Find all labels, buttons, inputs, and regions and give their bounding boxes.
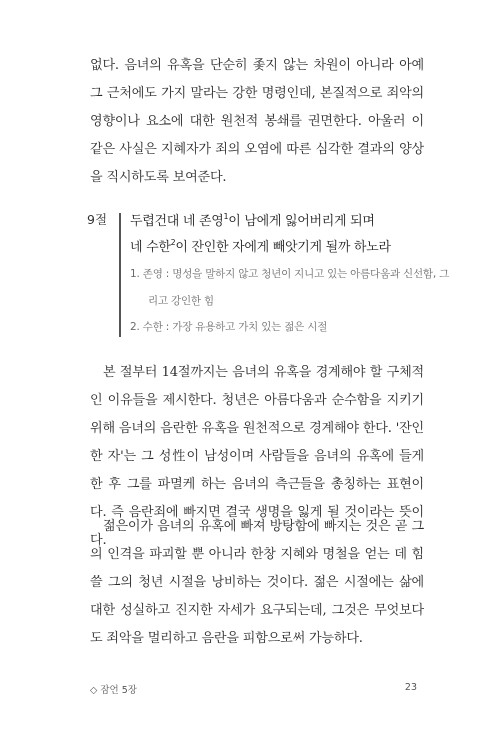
verse-line-2 [130, 236, 391, 255]
verse-line-1-text-a: 두렵건대 네 존영 [130, 214, 224, 229]
verse-line-2-text-b: 이 잔인한 자에게 빼앗기게 될까 하노라 [175, 240, 391, 255]
verse-line-1-text-b: 이 남에게 잃어버리게 되며 [228, 214, 375, 229]
running-footer-chapter: ◇ 잠언 5장 [90, 685, 137, 696]
verse-line-1 [130, 210, 375, 229]
footnote-marker-2: 2 [170, 238, 176, 247]
page-number: 23 [404, 682, 417, 693]
footnote-1-line-2: 리고 강인한 힘 [148, 295, 214, 307]
body-paragraph-2: 본 절부터 14절까지는 음녀의 유혹을 경계해야 할 구체적인 이유들을 제시한다. 청년은 아름다움과 순수함을 지키기 위해 음녀의 음란한 유혹을 원천적으로 경계해야 한다. '잔인한 자'는 그 성性이 남성이며 사람들을 음녀의 유혹에 들게 한 후 그를 파멸케 하는 음녀의 측근들을 총칭하는 표현이다. 즉 음란죄에 빠지면 결국 생명을 잃게 될 것이라는 뜻이다. [90, 365, 424, 548]
verse-divider-bar [119, 213, 121, 337]
verse-number: 9절 [87, 212, 108, 227]
footnote-2: 2. 수한 : 가장 유용하고 가치 있는 젊은 시절 [130, 321, 328, 333]
body-paragraph-3: 젊은이가 음녀의 유혹에 빠져 방탕함에 빠지는 것은 곧 그의 인격을 파괴할 뿐 아니라 한창 지혜와 명철을 얻는 데 힘쓸 그의 청년 시절을 낭비하는 것이다. 젊은 시절에는 삶에 대한 성실하고 진지한 자세가 요구되는데, 그것은 무엇보다도 죄악을 멀리하고 음란을 피함으로써 가능하다. [90, 519, 424, 646]
footnote-1-line-1: 1. 존영 : 명성을 말하지 않고 청년이 지니고 있는 아름다움과 신선함, 그 [130, 268, 450, 280]
footnote-marker-1: 1 [223, 212, 229, 221]
verse-line-2-text-a: 네 수한 [130, 240, 171, 255]
body-paragraph-1: 없다. 음녀의 유혹을 단순히 좇지 않는 차원이 아니라 아예 그 근처에도 가지 말라는 강한 명령인데, 본질적으로 죄악의 영향이나 요소에 대한 원천적 봉쇄를 권면한다. 아울러 이 같은 사실은 지혜자가 죄의 오염에 따른 심각한 결과의 양상을 직시하도록 보여준다. [90, 58, 424, 185]
